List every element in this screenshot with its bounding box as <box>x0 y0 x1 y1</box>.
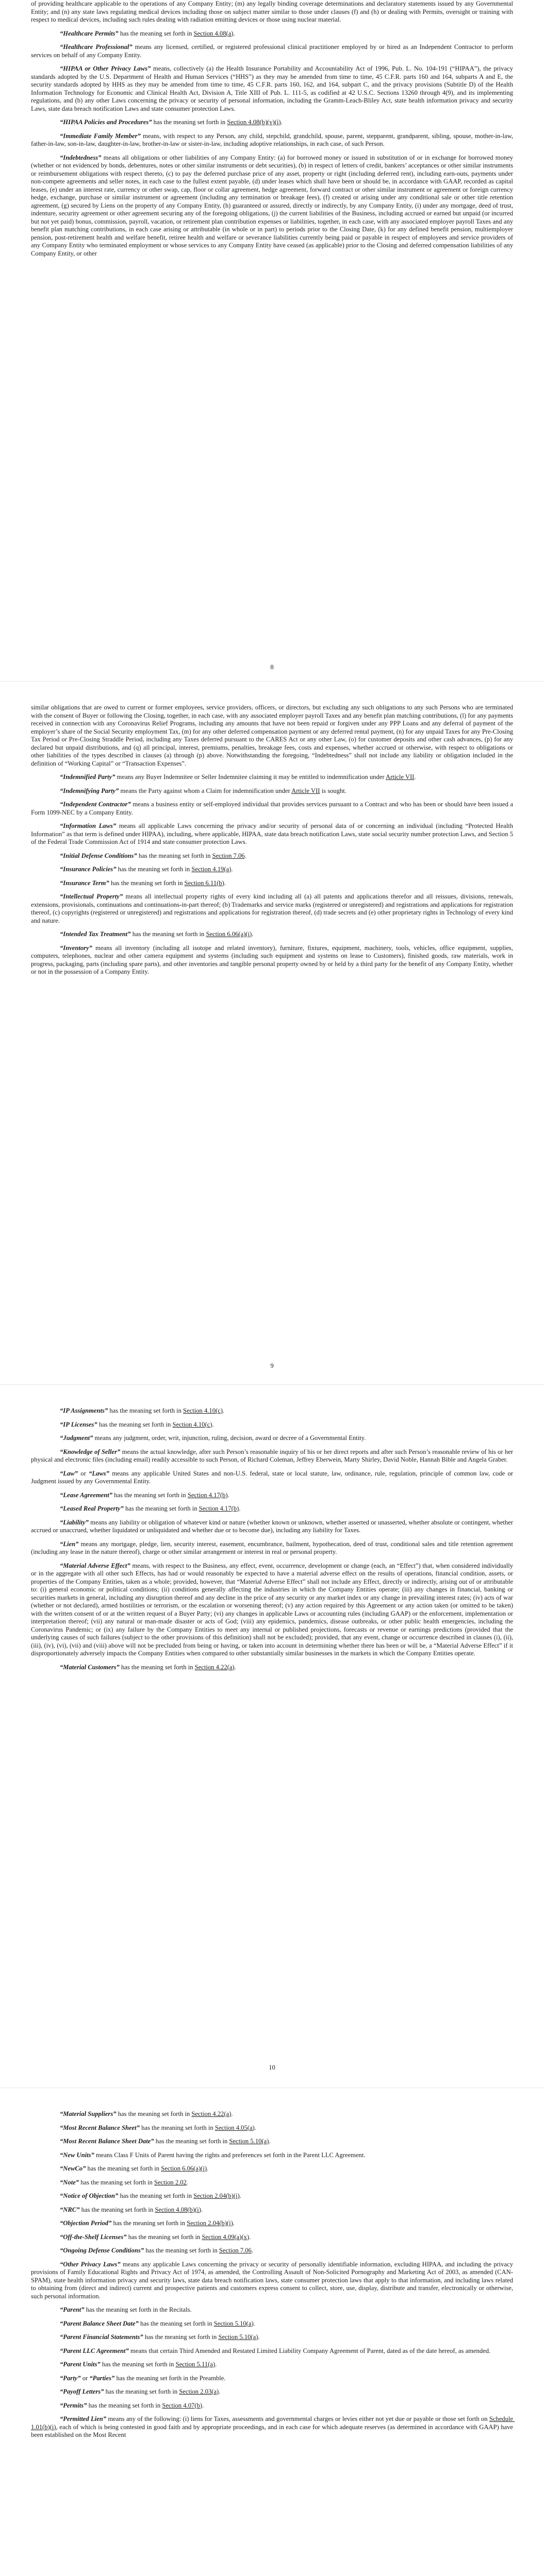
definition-paragraph <box>31 2306 513 2314</box>
definition-paragraph <box>31 132 513 148</box>
section-reference: Section 2.04(b)(i) <box>193 2192 240 2199</box>
paragraph-text: . <box>252 930 254 938</box>
section-reference: Schedule 1.01(b)(i) <box>31 2415 515 2431</box>
definition-paragraph <box>31 2192 513 2200</box>
paragraph-text: . <box>201 2206 203 2213</box>
defined-term: “Judgment” <box>60 1434 93 1442</box>
definition-paragraph <box>31 1562 513 1658</box>
section-reference: Article VII <box>386 773 415 781</box>
defined-term: “Parent” <box>60 2306 85 2313</box>
defined-term: “Liability” <box>60 1518 89 1526</box>
defined-term: “Healthcare Professional” <box>60 43 133 50</box>
defined-term: “Law” <box>60 1469 78 1477</box>
defined-term: “Intended Tax Treatment” <box>60 930 131 938</box>
paragraph-text: . <box>207 2165 209 2172</box>
paragraph-text: . <box>239 1505 241 1512</box>
definition-paragraph <box>31 1505 513 1513</box>
defined-term: “Objection Period” <box>60 2219 112 2227</box>
definition-paragraph <box>31 2124 513 2132</box>
paragraph-text: . <box>202 2401 204 2409</box>
defined-term: “Material Customers” <box>60 1663 120 1671</box>
paragraph-text: means the Party against whom a Claim for indemnification under <box>119 787 292 794</box>
paragraph-text: has the meaning set forth in <box>104 2388 179 2395</box>
section-reference: Section 5.10(a) <box>218 2333 258 2341</box>
paragraph-text: . <box>239 2192 241 2199</box>
paragraph-text: means any Buyer Indemnitee or Seller Indemnitee claiming it may be entitled to indemnification under <box>115 773 386 781</box>
section-reference: Section 4.09(a)(x) <box>202 2233 250 2241</box>
section-reference: Section 2.04(b)(i) <box>187 2219 233 2227</box>
page-body <box>31 1407 513 1677</box>
paragraph-text: or <box>80 2374 90 2382</box>
definition-paragraph <box>31 2219 513 2228</box>
paragraph-text: of providing healthcare applicable to the operations of any Company Entity; (m) any legally binding coverage determinations and declaratory statements issued by any Governmental Entity; and (n) any state laws regulating medical devices including those on subject matter similar to those under clauses (f) and (h) or dealing with Permits, oversight or training with respect to medical devices, including such rules dealing with radiation emitting devices or those using nuclear material. <box>31 0 515 23</box>
paragraph-text: is sought. <box>320 787 347 794</box>
page-divider <box>0 1384 544 1385</box>
section-reference: Section 4.08(a) <box>193 29 234 37</box>
definition-paragraph <box>31 2347 513 2355</box>
defined-term: “Initial Defense Conditions” <box>60 852 137 859</box>
definition-paragraph <box>31 2388 513 2396</box>
paragraph-text: has the meaning set forth in <box>79 2178 154 2186</box>
defined-term: “Permits” <box>60 2401 87 2409</box>
paragraph-text: means a business entity or self-employed individual that provides services pursuant to a Contract and who has been or should have been issued a Form 1099-NEC by a Company Entity. <box>31 801 515 816</box>
paragraph-text: . <box>231 2110 233 2117</box>
defined-term: “Insurance Term” <box>60 879 109 887</box>
page-9 <box>0 681 544 1384</box>
defined-term: “NRC” <box>60 2206 80 2213</box>
paragraph-text: . <box>223 1407 225 1414</box>
paragraph-text: means any of the following: (i) liens for Taxes, assessments and governmental charges or levies either not yet due or payable or those set forth on <box>106 2415 489 2422</box>
defined-term: “Parent Financial Statements” <box>60 2333 143 2341</box>
paragraph-text: has the meaning set forth in the Recitals. <box>84 2306 192 2313</box>
defined-term: “Knowledge of Seller” <box>60 1448 121 1455</box>
paragraph-text: , each of which is being contested in good faith and by appropriate proceedings, and in each case for which adequate reserves (as determined in accordance with GAAP) have been established on the Most Recent <box>31 2423 515 2438</box>
page-body <box>31 0 513 263</box>
defined-term: “Note” <box>60 2178 79 2186</box>
paragraph-text: . <box>231 866 233 873</box>
paragraph-text: has the meaning set forth in <box>108 1407 184 1414</box>
body-paragraph <box>31 704 513 768</box>
defined-term: “Immediate Family Member” <box>60 132 141 140</box>
defined-term: “Laws” <box>89 1469 109 1477</box>
paragraph-text: has the meaning set forth in the Preamble. <box>114 2374 226 2382</box>
definition-paragraph <box>31 1448 513 1464</box>
paragraph-text: has the meaning set forth in <box>130 930 206 938</box>
section-reference: Section 4.08(b)(v)(i) <box>227 118 281 126</box>
paragraph-text: has the meaning set forth in <box>154 2138 229 2145</box>
paragraph-text: means any mortgage, pledge, lien, security interest, easement, encumbrance, bailment, hypothecation, deed of trust, conditional sales and title retention agreement (including any lease in the nature thereof), charge or other similar arrangement or interest in real or personal property. <box>31 1540 515 1555</box>
paragraph-text: has the meaning set forth in <box>116 866 192 873</box>
paragraph-text: means any liability or obligation of whatever kind or nature (whether known or unknown, whether asserted or unasserted, whether absolute or contingent, whether accrued or unaccrued, whether liquidated or unliquidated and whether due or to become due), including any liability for Taxes. <box>31 1518 515 1534</box>
paragraph-text: similar obligations that are owed to current or former employees, service providers, officers, or directors, but excluding any such obligations to any such Persons who are terminated with the consent of Buyer or following the Closing, together, in each case, with any associated employer payroll Taxes and any benefit plan matching contributions, (l) for any payments received in connection with any Coronavirus Relief Programs, including any amounts that have not been repaid or forgiven under any PPP Loans and any deferral of payment of the employer’s share of the Social Security employment Tax, (m) for any other deferred compensation payment or any deferred rental payment, (n) for any unpaid Taxes for any Pre-Closing Tax Period or Pre-Closing Straddle Period, including any Taxes deferred pursuant to the CARES Act or any other Law, (o) for customer deposits and other cash advances, (p) for any declared but unpaid distributions, and (q) all principal, interest, premiums, penalties, breakage fees, costs and expenses, whether accrued or otherwise, with respect to obligations or other liabilities of the types described in clauses (a) through (p) above. Notwithstanding the foregoing, “Indebtedness” shall not include any liability or obligation included in the definition of “Working Capital” or “Transaction Expenses”. <box>31 704 515 767</box>
section-reference: Section 4.05(a) <box>215 2124 255 2131</box>
paragraph-text: has the meaning set forth in <box>144 2247 219 2254</box>
definition-paragraph <box>31 944 513 976</box>
page-number: 10 <box>269 2064 275 2071</box>
paragraph-text: has the meaning set forth in <box>138 2319 214 2327</box>
definition-paragraph <box>31 2333 513 2342</box>
paragraph-text: has the meaning set forth in <box>152 118 227 126</box>
paragraph-text: . <box>186 2178 189 2186</box>
paragraph-text: . <box>251 2247 254 2254</box>
defined-term: “Material Suppliers” <box>60 2110 117 2117</box>
section-reference: Section 5.10(a) <box>229 2138 269 2145</box>
paragraph-text: has the meaning set forth in <box>116 2110 192 2117</box>
definition-paragraph <box>31 1519 513 1535</box>
section-reference: Section 6.06(a)(i) <box>206 930 252 938</box>
definition-paragraph <box>31 1492 513 1500</box>
paragraph-text: . <box>414 773 416 781</box>
definition-paragraph <box>31 2233 513 2242</box>
section-reference: Section 4.17(b) <box>199 1505 239 1512</box>
section-reference: Section 4.07(b) <box>162 2401 202 2409</box>
definition-paragraph <box>31 773 513 782</box>
section-reference: Section 2.03(a) <box>179 2388 219 2395</box>
section-reference: Section 7.06 <box>219 2247 252 2254</box>
paragraph-text: means any applicable Laws concerning the privacy or security of personally identifiable information, excluding HIPAA, and including the privacy provisions of Family Educational Rights and Privacy Act of 1974, as amended, the Controlling Assault of Non-Solicited Pornography and Marketing Act of 2003, as amended (CAN-SPAM), state health information privacy and security laws, state data breach notification laws, state consumer protection laws that apply to that information, and including laws related to obtaining from (direct and indirect) current and prospective patients and customers express consent to collect, store, use, display, distribute and transfer, electronically or otherwise, such personal information. <box>31 2260 515 2300</box>
paragraph-text: . <box>254 2124 256 2131</box>
paragraph-text: means all obligations or other liabilities of any Company Entity: (a) for borrowed money or issued in substitution of or in exchange for borrowed money (whether or not evidenced by bonds, debentures, notes or other similar instruments or debt securities), (b) in respect of letters of credit, bankers’ acceptances or other similar instruments or reimbursement obligations with respect thereto, (c) to pay the deferred purchase price of any asset, property or right (including deferred rent), including earn-outs, payments under non-compete agreements and seller notes, in each case to the fullest extent payable, (d) under leases which shall have been or should be, in accordance with GAAP, recorded as capital leases, (e) under an interest rate, currency or other swap, cap, floor or collar agreement, hedge agreement, forward contract or other similar instrument or agreement or foreign currency hedge, exchange, purchase or similar instrument or agreement (including any termination or breakage fees), (f) created or arising under any conditional sale or other title retention agreement, (g) secured by Liens on the property of any Company Entity, (h) guaranteed or assured, directly or indirectly, by any Company Entity, (i) under any mortgage, deed of trust, indenture, security agreement or other agreement securing any of the foregoing obligations, (j) the current liabilities of the Business, including accrued or earned but unpaid (or incurred but not yet paid) bonus, commission, payroll, vacation, or retirement plan contribution expenses or liabilities, together, in each case, with any associated employer payroll Taxes and any benefit plan matching contributions, in each case arising or attributable (in whole or in part) to periods prior to the Closing Date, (k) for any defined benefit pension, multiemployer pension, post-retirement health and welfare benefit, retiree health and welfare or severance liabilities currently being paid or payable in respect of employees and service providers of any Company Entity who terminated employment or whose services to any Company Entity have ceased (as applicable) prior to the Closing and deferred compensation liabilities of any Company Entity, or other <box>31 154 515 257</box>
definition-paragraph <box>31 2138 513 2146</box>
paragraph-text: has the meaning set forth in <box>123 1505 199 1512</box>
definition-paragraph <box>31 879 513 888</box>
defined-term: “Insurance Policies” <box>60 866 117 873</box>
definition-paragraph <box>31 2247 513 2255</box>
paragraph-text: means all applicable Laws concerning the privacy and/or security of personal data of or concerning an individual (including “Protected Health Information” as that term is defined under HIPAA), including, where applicable, HIPAA, state data breach notification Laws, state social security number protection Laws, and Section 5 of the Federal Trade Commission Act of 1914 and state consumer protection Laws. <box>31 822 515 845</box>
paragraph-text: has the meaning set forth in <box>118 2192 194 2199</box>
definition-paragraph <box>31 866 513 874</box>
defined-term: “IP Licenses” <box>60 1420 97 1428</box>
paragraph-text: has the meaning set forth in <box>118 29 194 37</box>
definition-paragraph <box>31 2320 513 2328</box>
defined-term: “Most Recent Balance Sheet” <box>60 2124 140 2131</box>
paragraph-text: . <box>249 2233 251 2241</box>
defined-term: “Intellectual Property” <box>60 893 123 900</box>
definition-paragraph <box>31 2151 513 2160</box>
page-divider <box>0 681 544 682</box>
defined-term: “Indemnifying Party” <box>60 787 119 794</box>
defined-term: “Ongoing Defense Conditions” <box>60 2247 144 2254</box>
defined-term: “Parent LLC Agreement” <box>60 2347 129 2354</box>
page-number: 8 <box>270 664 274 671</box>
paragraph-text: . <box>219 2388 221 2395</box>
definition-paragraph <box>31 1470 513 1486</box>
defined-term: “Payoff Letters” <box>60 2388 104 2395</box>
paragraph-text: has the meaning set forth in <box>79 2206 155 2213</box>
defined-term: “Parent Balance Sheet Date” <box>60 2319 139 2327</box>
defined-term: “Other Privacy Laws” <box>60 2260 121 2268</box>
definition-paragraph <box>31 1664 513 1672</box>
paragraph-text: means the actual knowledge, after such Person’s reasonable inquiry of his or her direct reports and after such Person’s reasonable review of his or her physical and electronic files (including email) readily accessible to such Person, of Richard Coleman, Jeffrey Eberwein, Marty Shirley, David Noble, Hannah Bible and Angela Graber. <box>31 1448 515 1463</box>
paragraph-text: means Class F Units of Parent having the rights and preferences set forth in the Parent LLC Agreement. <box>94 2151 366 2159</box>
paragraph-text: means, collectively (a) the Health Insurance Portability and Accountability Act of 1996, Pub. L. No. 104-191 (“HIPAA”), the privacy standards adopted by the U.S. Department of Health and Human Services (“HHS”) as they may be amended from time to time, 45 C.F.R. parts 160 and 164, subparts A and E, the security standards adopted by HHS as they may be amended from time to time, 45 C.F.R. parts 160, 162, and 164, subpart C, and the privacy provisions (Subtitle D) of the Health Information Technology for Economic and Clinical Health Act, Division A, Title XIII of Pub. L. 111-5, as codified at 42 U.S.C. Sections 13260 through 4(9), and its implementing regulations, and (b) any other Laws concerning the privacy or security of personal information, including the Gramm-Leach-Bliley Act, state health information privacy and security Laws, state data breach notification Laws and state consumer protection Laws. <box>31 65 515 112</box>
page-body <box>31 2110 513 2445</box>
paragraph-text: has the meaning set forth in <box>86 2165 161 2172</box>
page-10 <box>0 1384 544 2088</box>
defined-term: “New Units” <box>60 2151 94 2159</box>
paragraph-text: has the meaning set forth in <box>87 2401 162 2409</box>
section-reference: Section 5.10(a) <box>213 2319 254 2327</box>
paragraph-text: has the meaning set forth in <box>137 852 212 859</box>
defined-term: “Healthcare Permits” <box>60 29 119 37</box>
paragraph-text: . <box>215 2361 217 2368</box>
definition-paragraph <box>31 2179 513 2187</box>
defined-term: “Material Adverse Effect” <box>60 1562 130 1569</box>
section-reference: Section 4.10(c) <box>183 1407 223 1414</box>
paragraph-text: has the meaning set forth in <box>119 1663 195 1671</box>
definition-paragraph <box>31 1421 513 1429</box>
paragraph-text: . <box>281 118 283 126</box>
definition-paragraph <box>31 893 513 925</box>
section-reference: Section 4.10(c) <box>172 1420 212 1428</box>
defined-term: “Indemnified Party” <box>60 773 116 781</box>
definition-paragraph <box>31 2110 513 2119</box>
paragraph-text: means, with respect to any Person, any child, stepchild, grandchild, spouse, parent, stepparent, grandparent, sibling, spouse, mother-in-law, father-in-law, son-in-law, daughter-in-law, brother-in-law or sister-in-law, including adoptive relationships, in each case, of such Person. <box>31 132 515 147</box>
paragraph-text: means that certain Third Amended and Restated Limited Liability Company Agreement of Parent, dated as of the date hereof, as amended. <box>128 2347 491 2354</box>
definition-paragraph <box>31 852 513 860</box>
paragraph-text: means any judgment, order, writ, injunction, ruling, decision, award or decree of a Governmental Entity. <box>93 1434 366 1442</box>
paragraph-text: has the meaning set forth in <box>100 2361 176 2368</box>
definition-paragraph <box>31 822 513 846</box>
paragraph-text: has the meaning set forth in <box>126 2233 202 2241</box>
defined-term: “Notice of Objection” <box>60 2192 119 2199</box>
definition-paragraph <box>31 787 513 795</box>
section-reference: Section 4.22(a) <box>191 2110 232 2117</box>
section-reference: Article VII <box>291 787 320 794</box>
paragraph-text: means any applicable United States and non-U.S. federal, state or local statute, law, ordinance, rule, regulation, principle of common law, code or Judgment issued by any Governmental Entity. <box>31 1469 515 1485</box>
defined-term: “Permitted Lien” <box>60 2415 107 2422</box>
definition-paragraph <box>31 2206 513 2214</box>
definition-paragraph <box>31 65 513 113</box>
paragraph-text: . <box>234 1663 236 1671</box>
definition-paragraph <box>31 1540 513 1556</box>
defined-term: “HIPAA Policies and Procedures” <box>60 118 152 126</box>
defined-term: “HIPAA or Other Privacy Laws” <box>60 65 151 72</box>
defined-term: “Lease Agreement” <box>60 1491 113 1499</box>
paragraph-text: or <box>77 1469 89 1477</box>
definition-paragraph <box>31 154 513 258</box>
section-reference: Section 4.19(a) <box>191 866 232 873</box>
defined-term: “NewCo” <box>60 2165 86 2172</box>
definition-paragraph <box>31 2261 513 2301</box>
section-reference: Section 6.06(a)(i) <box>161 2165 207 2172</box>
section-reference: Section 7.06 <box>212 852 245 859</box>
paragraph-text: has the meaning set forth in <box>97 1420 173 1428</box>
defined-term: “Most Recent Balance Sheet Date” <box>60 2138 154 2145</box>
section-reference: Section 4.08(b)(i) <box>155 2206 201 2213</box>
definition-paragraph <box>31 2375 513 2383</box>
definition-paragraph <box>31 801 513 817</box>
section-reference: Section 4.17(b) <box>187 1491 228 1499</box>
paragraph-text: . <box>227 1491 229 1499</box>
defined-term: “IP Assignments” <box>60 1407 108 1414</box>
body-paragraph <box>31 0 513 24</box>
definition-paragraph <box>31 2361 513 2369</box>
definition-paragraph <box>31 43 513 59</box>
defined-term: “Leased Real Property” <box>60 1505 124 1512</box>
definition-paragraph <box>31 1434 513 1443</box>
paragraph-text: . <box>244 852 246 859</box>
paragraph-text: . <box>233 29 235 37</box>
page-number: 9 <box>270 1362 274 1369</box>
section-reference: Section 2.02 <box>154 2178 187 2186</box>
definition-paragraph <box>31 930 513 939</box>
paragraph-text: has the meaning set forth in <box>111 2219 187 2227</box>
paragraph-text: has the meaning set forth in <box>112 1491 188 1499</box>
paragraph-text: means all intellectual property rights of every kind including all (a) all patents and applications therefor and all reissues, divisions, renewals, extensions, provisionals, continuations and continuations-in-part thereof; (b) Trademarks and service marks (registered or unregistered) and registrations and applications for registration thereof, (c) copyrights (registered or unregistered) and registrations and applications for registration thereof, (d) trade secrets and (e) other proprietary rights in Technology of every kind and nature. <box>31 893 515 924</box>
paragraph-text: . <box>233 2219 235 2227</box>
section-reference: Section 5.11(a) <box>175 2361 216 2368</box>
defined-term: “Off-the-Shelf Licenses” <box>60 2233 127 2241</box>
definition-paragraph <box>31 118 513 127</box>
defined-term: “Party” <box>60 2374 81 2382</box>
definition-paragraph <box>31 2165 513 2173</box>
definition-paragraph <box>31 2415 513 2439</box>
paragraph-text: . <box>269 2138 271 2145</box>
paragraph-text: means, with respect to the Business, any effect, event, occurrence, development or change (each, an “Effect”) that, when considered individually or in the aggregate with all other such Effects, has had or would reasonably be expected to have a material adverse effect on the results of operations, financial condition, assets, or properties of the Company Entities, taken as a whole; provided, however, that “Material Adverse Effect” shall not include any Effect, directly or indirectly, arising out of or attributable to: (i) general economic or political conditions; (ii) conditions generally affecting the industries in which the Company Entities operate; (iii) any changes in financial, banking or securities markets in general, including any disruption thereof and any decline in the price of any security or any market index or any change in prevailing interest rates; (iv) acts of war (whether or not declared), armed hostilities or terrorism, or the escalation or worsening thereof; (v) any action required by this Agreement or any action taken (or omitted to be taken) with the written consent of or at the written request of a Buyer Party; (vi) any changes in applicable Laws or accounting rules (including GAAP) or the enforcement, implementation or interpretation thereof; (vii) any natural or man-made disaster or acts of God; (viii) any epidemics, pandemics, disease outbreaks, or other public health emergencies, including the Coronavirus Pandemic; or (ix) any failure by the Company Entities to meet any internal or published projections, forecasts or revenue or earnings predictions (provided that the underlying causes of such failures (subject to the other provisions of this definition) shall not be excluded); provided, that any event, change or occurrence described in clauses (i), (ii), (iii), (iv), (vi), (vii) and (viii) above will not be precluded from being or having, or taken into account in determining whether there has been or will be, a “Material Adverse Effect” if it disproportionately adversely impacts the Company Entities when compared to other substantially similar businesses in the markets in which the Company Entities operate. <box>31 1562 515 1657</box>
definition-paragraph <box>31 30 513 38</box>
defined-term: “Inventory” <box>60 944 92 952</box>
defined-term: “Information Laws” <box>60 822 117 829</box>
defined-term: “Indebtedness” <box>60 154 102 161</box>
defined-term: “Parent Units” <box>60 2361 101 2368</box>
page-8 <box>0 0 544 681</box>
paragraph-text: . <box>224 879 226 887</box>
section-reference: Section 4.22(a) <box>194 1663 235 1671</box>
paragraph-text: has the meaning set forth in <box>143 2333 219 2341</box>
page-11 <box>0 2088 544 2576</box>
defined-term: “Parties” <box>89 2374 115 2382</box>
defined-term: “Independent Contractor” <box>60 801 131 808</box>
paragraph-text: has the meaning set forth in <box>139 2124 215 2131</box>
paragraph-text: . <box>212 1420 214 1428</box>
page-body <box>31 704 513 982</box>
definition-paragraph <box>31 2402 513 2410</box>
paragraph-text: means any licensed, certified, or registered professional clinical practitioner employed by or hired as an Independent Contractor to perform services on behalf of any Company Entity. <box>31 43 515 59</box>
defined-term: “Lien” <box>60 1540 79 1548</box>
paragraph-text: . <box>253 2319 255 2327</box>
definition-paragraph <box>31 1407 513 1415</box>
paragraph-text: means all inventory (including all isotope and related inventory), furniture, fixtures, equipment, machinery, tools, vehicles, office equipment, supplies, computers, telephones, nuclear and other camera equipment and systems (including such equipment and systems on lease to Customers), finished goods, raw materials, work in progress, packaging, parts (including spare parts), and other inventories and tangible personal property owned by or held by a third party for the benefit of any Company Entity, whether or not in the possession of a Company Entity. <box>31 944 515 975</box>
paragraph-text: has the meaning set forth in <box>109 879 185 887</box>
paragraph-text: . <box>258 2333 260 2341</box>
section-reference: Section 6.11(b) <box>184 879 224 887</box>
